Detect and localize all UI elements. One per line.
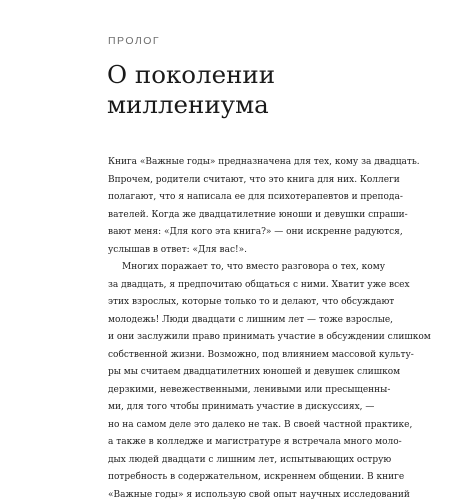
body-line: Многих поражает то, что вместо разговора о тех, кому bbox=[108, 259, 352, 277]
section-label: ПРОЛОГ bbox=[108, 35, 160, 47]
body-line: «Важные годы» я использую свой опыт научных исследований bbox=[108, 487, 352, 504]
body-text bbox=[108, 154, 352, 504]
body-line: вателей. Когда же двадцатилетние юноши и девушки спраши- bbox=[108, 207, 352, 225]
chapter-title bbox=[107, 60, 275, 120]
body-line: Книга «Важные годы» предназначена для тех, кому за двадцать. bbox=[108, 154, 352, 172]
chapter-title-line: О поколении bbox=[107, 60, 275, 90]
body-line: дерзкими, невежественными, ленивыми или пресыщенны- bbox=[108, 382, 352, 400]
body-line: молодежь! Люди двадцати с лишним лет — тоже взрослые, bbox=[108, 312, 352, 330]
body-line: ры мы считаем двадцатилетних юношей и девушек слишком bbox=[108, 364, 352, 382]
chapter-title-line: миллениума bbox=[107, 90, 275, 120]
body-line: но на самом деле это далеко не так. В своей частной практике, bbox=[108, 417, 352, 435]
body-line: за двадцать, я предпочитаю общаться с ними. Хватит уже всех bbox=[108, 277, 352, 295]
body-line: ми, для того чтобы принимать участие в дискуссиях, — bbox=[108, 399, 352, 417]
body-line: вают меня: «Для кого эта книга?» — они искренне радуются, bbox=[108, 224, 352, 242]
body-line: полагают, что я написала ее для психотерапевтов и препода- bbox=[108, 189, 352, 207]
body-line: а также в колледже и магистратуре я встречала много моло- bbox=[108, 434, 352, 452]
body-line: услышав в ответ: «Для вас!». bbox=[108, 242, 352, 260]
body-line: потребность в содержательном, искреннем общении. В книге bbox=[108, 469, 352, 487]
body-line: дых людей двадцати с лишним лет, испытывающих острую bbox=[108, 452, 352, 470]
body-line: собственной жизни. Возможно, под влиянием массовой культу- bbox=[108, 347, 352, 365]
body-line: этих взрослых, которые только то и делают, что обсуждают bbox=[108, 294, 352, 312]
body-line: Впрочем, родители считают, что это книга для них. Коллеги bbox=[108, 172, 352, 190]
body-line: и они заслужили право принимать участие в обсуждении слишком bbox=[108, 329, 352, 347]
